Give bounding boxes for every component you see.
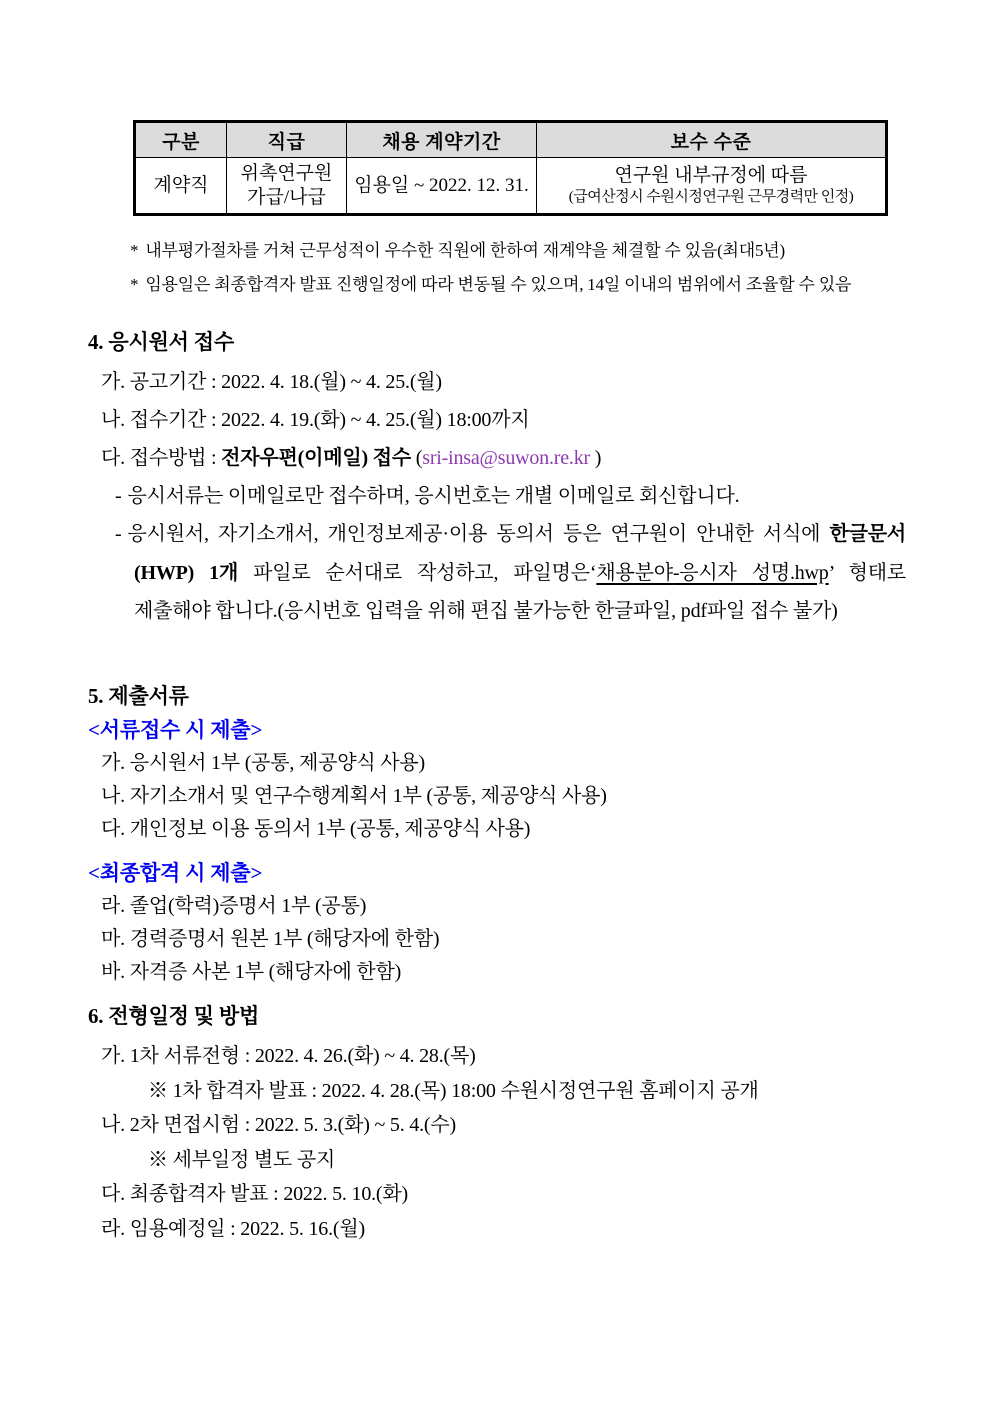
schedule-item-document-screening: 가. 1차 서류전형 : 2022. 4. 26.(화) ~ 4. 28.(목) (101, 1045, 476, 1067)
section-selection-schedule (88, 1001, 928, 1246)
list-item: 나. 자기소개서 및 연구수행계획서 1부 (공통, 제공양식 사용) (101, 785, 607, 807)
list-item: 마. 경력증명서 원본 1부 (해당자에 한함) (101, 928, 440, 950)
close-paren: ) (589, 447, 602, 469)
table-header-pay: 보수 수준 (537, 122, 887, 158)
list-item-receipt-period: 나. 접수기간 : 2022. 4. 19.(화) ~ 4. 25.(월) 18:00까지 (101, 409, 530, 431)
table-data-row (135, 158, 887, 215)
file-format-part1: 응시원서, 자기소개서, 개인정보제공·이용 동의서 등은 연구원이 안내한 서식에 (127, 523, 830, 545)
dash-note-email-only (115, 477, 906, 515)
email-link[interactable]: sri-insa@suwon.re.kr (422, 447, 590, 469)
dash-marker: - (115, 523, 122, 545)
schedule-item-appointment-date: 라. 임용예정일 : 2022. 5. 16.(월) (101, 1217, 365, 1240)
section-application-submission (88, 327, 906, 631)
asterisk-marker: * (130, 241, 139, 260)
cell-grade (227, 158, 347, 215)
receipt-method-prefix: 다. 접수방법 : (101, 447, 222, 469)
footnote-text: 임용일은 최종합격자 발표 진행일정에 따라 변동될 수 있으며, 14일 이내의 범위에서 조율할 수 있음 (145, 275, 852, 294)
list-item: 바. 자격증 사본 1부 (해당자에 한함) (101, 961, 402, 983)
table-header-category: 구분 (135, 122, 227, 158)
section-title: 5. 제출서류 (88, 684, 189, 708)
footnote-text: 내부평가절차를 거쳐 근무성적이 우수한 직원에 한하여 재계약을 체결할 수 있음(최대5년) (145, 241, 785, 260)
cell-pay-level (537, 158, 887, 215)
subsection-heading-on-receipt: <서류접수 시 제출> (88, 718, 263, 742)
footnote (130, 268, 930, 302)
section-title: 6. 전형일정 및 방법 (88, 1004, 260, 1028)
schedule-note-first-pass-announce: ※ 1차 합격자 발표 : 2022. 4. 28.(목) 18:00 수원시정연구원 홈페이지 공개 (148, 1079, 759, 1102)
table-header-period: 채용 계약기간 (347, 122, 537, 158)
open-paren: ( (410, 447, 423, 469)
cell-pay-line2: (급여산정시 수원시정연구원 근무경력만 인정) (568, 189, 854, 205)
contract-terms-table (133, 120, 888, 216)
cell-contract-period: 임용일 ~ 2022. 12. 31. (347, 158, 537, 215)
list-item-notice-period: 가. 공고기간 : 2022. 4. 18.(월) ~ 4. 25.(월) (101, 371, 442, 393)
schedule-item-final-announce: 다. 최종합격자 발표 : 2022. 5. 10.(화) (101, 1183, 408, 1205)
cell-employment-type: 계약직 (135, 158, 227, 215)
footnote (130, 234, 930, 268)
list-item: 가. 응시원서 1부 (공통, 제공양식 사용) (101, 752, 426, 774)
receipt-method-bold: 전자우편(이메일) 접수 (221, 447, 411, 469)
filename-underline-2: -응시자 성명.hwp (672, 561, 829, 584)
contract-terms-table-wrap (133, 120, 888, 216)
list-item-receipt-method (101, 439, 906, 477)
table-header-grade: 직급 (227, 122, 347, 158)
cell-grade-line1: 위촉연구원 (240, 162, 333, 184)
schedule-note-detail-later: ※ 세부일정 별도 공지 (148, 1148, 336, 1171)
section-required-documents (88, 681, 906, 989)
cell-grade-line2: 가급/나급 (247, 186, 326, 208)
subsection-heading-on-final-pass: <최종합격 시 제출> (88, 861, 263, 885)
table-footnotes (130, 234, 930, 302)
cell-pay-line1: 연구원 내부규정에 따름 (614, 165, 808, 186)
section-title: 4. 응시원서 접수 (88, 330, 234, 354)
table-header-row (135, 122, 887, 158)
file-format-part2: 파일로 순서대로 작성하고, 파일명은‘ (238, 561, 597, 584)
dash-note-file-format (115, 515, 906, 631)
schedule-item-interview: 나. 2차 면접시험 : 2022. 5. 3.(화) ~ 5. 4.(수) (101, 1114, 456, 1136)
file-format-part3: ’ 형태로 제출해야 합니다.(응시번호 입력을 위해 편집 불가능한 한글파일, pdf파일 접수 불가) (134, 561, 906, 622)
filename-underline-1: 채용분야 (596, 561, 673, 584)
file-format-bold: 한글문서(HWP) 1개 (134, 523, 906, 584)
list-item: 라. 졸업(학력)증명서 1부 (공통) (101, 895, 367, 917)
list-item: 다. 개인정보 이용 동의서 1부 (공통, 제공양식 사용) (101, 818, 531, 840)
asterisk-marker: * (130, 275, 139, 294)
dash-marker: - (115, 485, 122, 507)
dash-note-text: 응시서류는 이메일로만 접수하며, 응시번호는 개별 이메일로 회신합니다. (127, 485, 740, 507)
